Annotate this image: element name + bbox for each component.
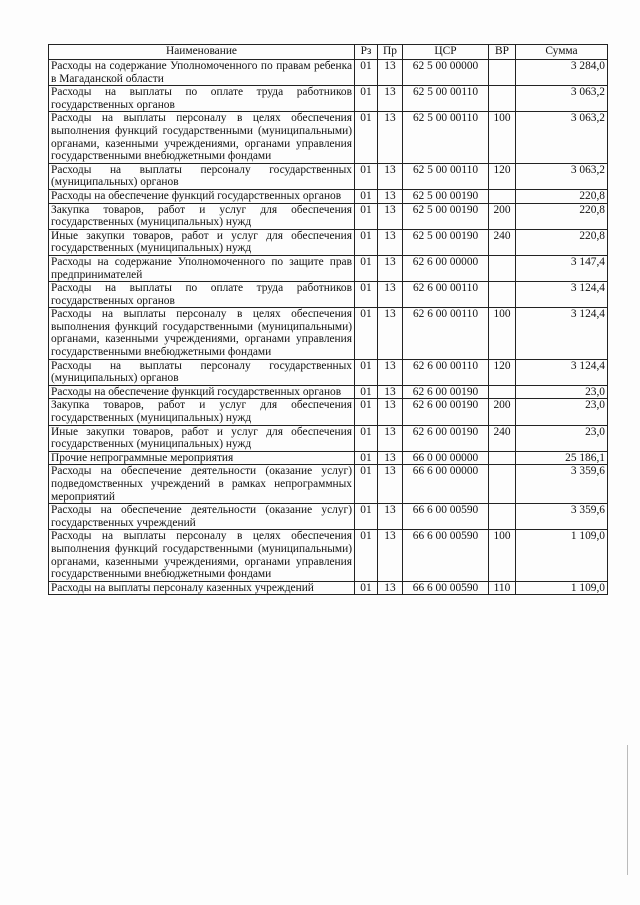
cell-rz: 01 — [355, 385, 378, 399]
cell-name: Прочие непрограммные мероприятия — [49, 451, 355, 465]
table-row — [49, 255, 608, 281]
cell-vr: 100 — [489, 112, 516, 163]
cell-pr: 13 — [378, 530, 403, 581]
cell-name: Расходы на обеспечение деятельности (оказание услуг) государственных учреждений — [49, 504, 355, 530]
cell-rz: 01 — [355, 308, 378, 359]
cell-sum: 3 147,4 — [516, 255, 608, 281]
cell-sum: 23,0 — [516, 385, 608, 399]
cell-vr — [489, 60, 516, 86]
cell-name: Расходы на содержание Уполномоченного по правам ребенка в Магаданской области — [49, 60, 355, 86]
cell-rz: 01 — [355, 255, 378, 281]
cell-pr: 13 — [378, 112, 403, 163]
cell-name: Иные закупки товаров, работ и услуг для обеспечения государственных (муниципальных) нужд — [49, 425, 355, 451]
cell-vr — [489, 189, 516, 203]
cell-pr: 13 — [378, 282, 403, 308]
table-row — [49, 229, 608, 255]
cell-pr: 13 — [378, 359, 403, 385]
cell-sum: 23,0 — [516, 399, 608, 425]
cell-sum: 3 063,2 — [516, 86, 608, 112]
header-pr: Пр — [378, 45, 403, 60]
table-row — [49, 504, 608, 530]
table-row — [49, 399, 608, 425]
cell-rz: 01 — [355, 282, 378, 308]
cell-rz: 01 — [355, 86, 378, 112]
cell-pr: 13 — [378, 163, 403, 189]
table-row — [49, 163, 608, 189]
cell-name: Расходы на выплаты по оплате труда работников государственных органов — [49, 282, 355, 308]
cell-pr: 13 — [378, 203, 403, 229]
table-row — [49, 189, 608, 203]
cell-pr: 13 — [378, 308, 403, 359]
cell-csr: 62 6 00 00110 — [403, 359, 489, 385]
cell-rz: 01 — [355, 581, 378, 595]
cell-vr: 240 — [489, 425, 516, 451]
cell-sum: 23,0 — [516, 425, 608, 451]
cell-pr: 13 — [378, 425, 403, 451]
cell-csr: 62 5 00 00190 — [403, 203, 489, 229]
cell-vr — [489, 385, 516, 399]
cell-vr: 200 — [489, 399, 516, 425]
cell-pr: 13 — [378, 451, 403, 465]
cell-sum: 3 063,2 — [516, 112, 608, 163]
cell-sum: 3 063,2 — [516, 163, 608, 189]
table-row — [49, 112, 608, 163]
header-csr: ЦСР — [403, 45, 489, 60]
cell-name: Расходы на выплаты персоналу государственных (муниципальных) органов — [49, 163, 355, 189]
cell-pr: 13 — [378, 581, 403, 595]
cell-name: Расходы на содержание Уполномоченного по защите прав предпринимателей — [49, 255, 355, 281]
cell-sum: 3 124,4 — [516, 308, 608, 359]
cell-vr: 110 — [489, 581, 516, 595]
cell-name: Расходы на выплаты персоналу в целях обеспечения выполнения функций государственными (муниципальными) органами, казенными учреждениями, органами управления государственными внебюджетными фондами — [49, 308, 355, 359]
cell-csr: 66 0 00 00000 — [403, 451, 489, 465]
cell-pr: 13 — [378, 255, 403, 281]
cell-csr: 62 6 00 00110 — [403, 308, 489, 359]
cell-rz: 01 — [355, 203, 378, 229]
cell-sum: 3 124,4 — [516, 359, 608, 385]
budget-table — [48, 44, 608, 595]
cell-rz: 01 — [355, 229, 378, 255]
cell-pr: 13 — [378, 86, 403, 112]
cell-csr: 66 6 00 00590 — [403, 504, 489, 530]
cell-csr: 66 6 00 00590 — [403, 530, 489, 581]
table-row — [49, 308, 608, 359]
cell-rz: 01 — [355, 399, 378, 425]
cell-name: Закупка товаров, работ и услуг для обеспечения государственных (муниципальных) нужд — [49, 203, 355, 229]
cell-name: Расходы на обеспечение деятельности (оказание услуг) подведомственных учреждений в рамках непрограммных мероприятий — [49, 465, 355, 504]
cell-sum: 220,8 — [516, 189, 608, 203]
table-row — [49, 465, 608, 504]
cell-sum: 25 186,1 — [516, 451, 608, 465]
table-row — [49, 203, 608, 229]
table-row — [49, 60, 608, 86]
cell-rz: 01 — [355, 112, 378, 163]
cell-vr — [489, 451, 516, 465]
cell-pr: 13 — [378, 385, 403, 399]
cell-vr: 100 — [489, 308, 516, 359]
cell-sum: 3 124,4 — [516, 282, 608, 308]
cell-pr: 13 — [378, 399, 403, 425]
table-row — [49, 530, 608, 581]
cell-csr: 62 5 00 00190 — [403, 189, 489, 203]
cell-csr: 62 5 00 00110 — [403, 163, 489, 189]
table-row — [49, 425, 608, 451]
header-vr: ВР — [489, 45, 516, 60]
cell-name: Расходы на обеспечение функций государственных органов — [49, 189, 355, 203]
cell-sum: 3 359,6 — [516, 465, 608, 504]
cell-rz: 01 — [355, 359, 378, 385]
header-rz: Рз — [355, 45, 378, 60]
cell-vr: 200 — [489, 203, 516, 229]
header-sum: Сумма — [516, 45, 608, 60]
table-body — [49, 60, 608, 595]
table-row — [49, 359, 608, 385]
cell-name: Иные закупки товаров, работ и услуг для обеспечения государственных (муниципальных) нужд — [49, 229, 355, 255]
cell-pr: 13 — [378, 465, 403, 504]
cell-csr: 66 6 00 00590 — [403, 581, 489, 595]
cell-vr — [489, 282, 516, 308]
cell-name: Расходы на выплаты персоналу в целях обеспечения выполнения функций государственными (муниципальными) органами, казенными учреждениями, органами управления государственными внебюджетными фондами — [49, 530, 355, 581]
cell-sum: 3 359,6 — [516, 504, 608, 530]
cell-sum: 1 109,0 — [516, 581, 608, 595]
table-row — [49, 385, 608, 399]
cell-pr: 13 — [378, 229, 403, 255]
cell-rz: 01 — [355, 189, 378, 203]
cell-rz: 01 — [355, 530, 378, 581]
cell-rz: 01 — [355, 60, 378, 86]
header-name: Наименование — [49, 45, 355, 60]
cell-sum: 3 284,0 — [516, 60, 608, 86]
cell-sum: 220,8 — [516, 203, 608, 229]
cell-rz: 01 — [355, 451, 378, 465]
cell-csr: 62 6 00 00190 — [403, 385, 489, 399]
cell-sum: 1 109,0 — [516, 530, 608, 581]
cell-vr — [489, 255, 516, 281]
cell-vr: 120 — [489, 163, 516, 189]
cell-csr: 62 6 00 00000 — [403, 255, 489, 281]
cell-vr: 120 — [489, 359, 516, 385]
cell-name: Расходы на выплаты персоналу казенных учреждений — [49, 581, 355, 595]
cell-sum: 220,8 — [516, 229, 608, 255]
cell-csr: 66 6 00 00000 — [403, 465, 489, 504]
cell-name: Закупка товаров, работ и услуг для обеспечения государственных (муниципальных) нужд — [49, 399, 355, 425]
table-row — [49, 451, 608, 465]
cell-vr: 240 — [489, 229, 516, 255]
cell-csr: 62 6 00 00190 — [403, 425, 489, 451]
cell-name: Расходы на выплаты персоналу в целях обеспечения выполнения функций государственными (муниципальными) органами, казенными учреждениями, органами управления государственными внебюджетными фондами — [49, 112, 355, 163]
scan-edge-line — [627, 745, 628, 875]
cell-vr: 100 — [489, 530, 516, 581]
cell-rz: 01 — [355, 163, 378, 189]
table-row — [49, 86, 608, 112]
cell-name: Расходы на выплаты персоналу государственных (муниципальных) органов — [49, 359, 355, 385]
cell-pr: 13 — [378, 189, 403, 203]
cell-csr: 62 6 00 00190 — [403, 399, 489, 425]
table-row — [49, 282, 608, 308]
cell-rz: 01 — [355, 465, 378, 504]
cell-vr — [489, 86, 516, 112]
cell-pr: 13 — [378, 60, 403, 86]
cell-pr: 13 — [378, 504, 403, 530]
cell-csr: 62 5 00 00110 — [403, 86, 489, 112]
cell-vr — [489, 504, 516, 530]
table-row — [49, 581, 608, 595]
cell-vr — [489, 465, 516, 504]
cell-name: Расходы на обеспечение функций государственных органов — [49, 385, 355, 399]
cell-name: Расходы на выплаты по оплате труда работников государственных органов — [49, 86, 355, 112]
table-header-row — [49, 45, 608, 60]
cell-csr: 62 5 00 00000 — [403, 60, 489, 86]
cell-rz: 01 — [355, 425, 378, 451]
cell-rz: 01 — [355, 504, 378, 530]
cell-csr: 62 5 00 00190 — [403, 229, 489, 255]
cell-csr: 62 5 00 00110 — [403, 112, 489, 163]
cell-csr: 62 6 00 00110 — [403, 282, 489, 308]
